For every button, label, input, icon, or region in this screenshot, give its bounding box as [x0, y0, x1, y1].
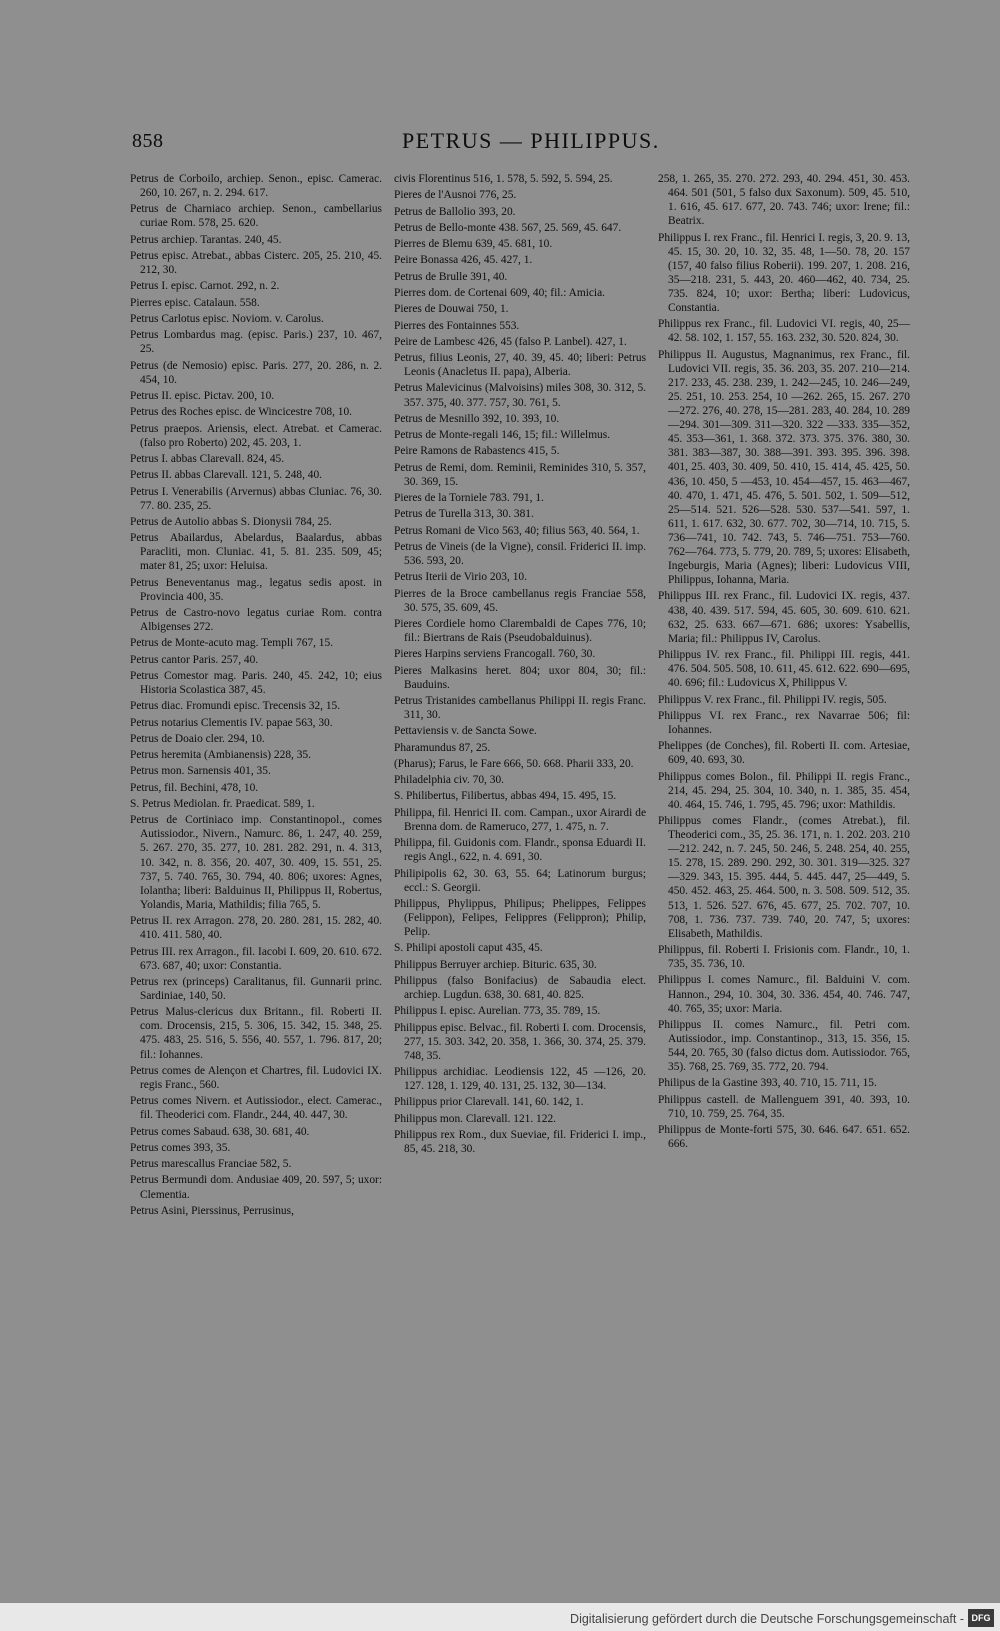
index-columns [130, 172, 910, 1492]
index-entry: Philippus rex Franc., fil. Ludovici VI. regis, 40, 25—42. 58. 102, 1. 157, 55. 163. 232, 30. 520. 824, 30. [658, 318, 910, 345]
index-entry: Pettaviensis v. de Sancta Sowe. [394, 725, 537, 738]
index-entry: Petrus comes Nivern. et Autissiodor., elect. Camerac., fil. Theoderici com. Flandr., 244, 40. 447, 30. [130, 1095, 382, 1122]
index-entry: Petrus de Charniaco archiep. Senon., cambellarius curiae Rom. 578, 25. 620. [130, 203, 382, 230]
index-entry: Petrus archiep. Tarantas. 240, 45. [130, 233, 282, 246]
footer-bar [0, 1603, 1000, 1631]
index-entry: Petrus Comestor mag. Paris. 240, 45. 242, 10; eius Historia Scolastica 387, 45. [130, 669, 382, 697]
index-entry: Petrus (de Nemosio) episc. Paris. 277, 20. 286, n. 2. 454, 10. [130, 359, 382, 386]
index-entry: Peire Bonassa 426, 45. 427, 1. [394, 254, 533, 267]
index-entry: Petrus, filius Leonis, 27, 40. 39, 45. 40; liberi: Petrus Leonis (Anacletus II. papa), Alberia. [394, 352, 646, 379]
index-entry: Petrus Lombardus mag. (episc. Paris.) 237, 10. 467, 25. [130, 329, 382, 356]
index-entry: Petrus comes Sabaud. 638, 30. 681, 40. [130, 1125, 310, 1138]
index-entry: Philadelphia civ. 70, 30. [394, 774, 504, 787]
index-entry: Peire de Lambesc 426, 45 (falso P. Lanbel). 427, 1. [394, 335, 627, 348]
index-entry: Pierres episc. Catalaun. 558. [130, 296, 260, 309]
index-entry: Philippus comes Bolon., fil. Philippi II. regis Franc., 214, 45. 294, 25. 304, 10. 340, n. 1. 385, 35. 454, 40. 464, 15. 746, 1. 795, 45. 796; uxor: Mathildis. [658, 770, 910, 811]
index-entry: Philippus episc. Belvac., fil. Roberti I. com. Drocensis, 277, 15. 303. 342, 20. 358, 1. 366, 30. 374, 25. 379. 748, 35. [394, 1021, 646, 1062]
index-entry: Phelippes (de Conches), fil. Roberti II. com. Artesiae, 609, 40. 693, 30. [658, 740, 910, 767]
index-entry: S. Philibertus, Filibertus, abbas 494, 15. 495, 15. [394, 790, 617, 803]
index-entry: Petrus notarius Clementis IV. papae 563, 30. [130, 716, 333, 729]
index-entry: Peire Ramons de Rabastencs 415, 5. [394, 445, 560, 458]
index-entry: Petrus de Monte-acuto mag. Templi 767, 15. [130, 637, 334, 650]
index-entry: Petrus de Remi, dom. Reminii, Reminides 310, 5. 357, 30. 369, 15. [394, 461, 646, 488]
index-entry: Philippus mon. Clarevall. 121. 122. [394, 1112, 556, 1125]
index-entry: Petrus Abailardus, Abelardus, Baalardus, abbas Paracliti, mon. Cluniac. 41, 5. 81. 235. 509, 45; mater 81, 25; uxor: Heluisa. [130, 532, 382, 573]
index-entry: Philipus de la Gastine 393, 40. 710, 15. 711, 15. [658, 1077, 877, 1090]
index-entry: Philippus II. comes Namurc., fil. Petri com. Autissiodor., imp. Constantinop., 313, 15. 356, 15. 544, 20. 765, 30 (falso dictus dom. Autissiodor. 765, 35). 768, 25. 769, 35. 772, 20. 794. [658, 1018, 910, 1074]
funding-credit: Digitalisierung gefördert durch die Deutsche Forschungsgemeinschaft - [570, 1612, 964, 1626]
index-entry: Petrus de Autolio abbas S. Dionysii 784, 25. [130, 515, 332, 528]
dfg-logo-icon: DFG [968, 1609, 994, 1627]
index-entry: Petrus, fil. Bechini, 478, 10. [130, 781, 259, 794]
index-entry: Petrus Tristanides cambellanus Philippi II. regis Franc. 311, 30. [394, 694, 646, 722]
index-entry: Pieres de l'Ausnoi 776, 25. [394, 189, 517, 202]
index-entry: Petrus II. rex Arragon. 278, 20. 280. 281, 15. 282, 40. 410. 411. 580, 40. [130, 915, 382, 942]
index-entry: Philippus I. rex Franc., fil. Henrici I. regis, 3, 20. 9. 13, 45. 15, 30. 20, 10. 32, 35. 48, 1—50. 78, 20. 157 (157, 40 falso filius Roberii). 199. 207, 1. 208. 216, 35—218. 231, 5. 443, 20. 460—462, 40. 734, 25. 735. 824, 10; uxor: Bertha; liberi: Ludovicus, Constantia. [658, 231, 910, 315]
index-entry: Philippus IV. rex Franc., fil. Philippi III. regis, 441. 476. 504. 505. 508, 10. 611, 45. 612. 622. 690—695, 40. 696; fil.: Ludovicus X, Philippus V. [658, 649, 910, 690]
index-entry: Philippus prior Clarevall. 141, 60. 142, 1. [394, 1096, 584, 1109]
index-entry: S. Philipi apostoli caput 435, 45. [394, 942, 543, 955]
index-entry: Petrus I. Venerabilis (Arvernus) abbas Cluniac. 76, 30. 77. 80. 235, 25. [130, 485, 382, 512]
index-entry: Philippus comes Flandr., (comes Atrebat.), fil. Theoderici com., 35, 25. 36. 171, n. 1. 202. 203. 210—212. 242, n. 7. 245, 50. 246, 5. 248. 254, 40. 255, 15. 278, 15. 289. 290. 292, 30. 301. 319—325. 327—329. 343, 15. 395. 444, 5. 445. 447, 25—449, 5. 450. 452. 463, 25. 464. 500, n. 3. 508. 509. 512, 35. 513, 1. 526. 527. 676, 45. 677, 25. 702. 707, 10. 708, 1. 736. 737. 739. 740, 20. 747, 5; uxores: Elisabeth, Mathildis. [658, 815, 910, 940]
index-entry: Petrus Beneventanus mag., legatus sedis apost. in Provincia 400, 35. [130, 576, 382, 603]
index-entry: Petrus Malus-clericus dux Britann., fil. Roberti II. com. Drocensis, 215, 5. 306, 15. 342, 15. 348, 25. 475. 483, 25. 516, 5. 556, 40. 557, 1. 796. 817, 20; fil.: Iohannes. [130, 1006, 382, 1061]
index-entry: Petrus de Bello-monte 438. 567, 25. 569, 45. 647. [394, 221, 622, 234]
index-entry: Pierres des Fontainnes 553. [394, 319, 520, 332]
index-entry: Pierres de Blemu 639, 45. 681, 10. [394, 238, 553, 251]
index-entry: Philippus rex Rom., dux Sueviae, fil. Friderici I. imp., 85, 45. 218, 30. [394, 1128, 646, 1156]
running-title: PETRUS — PHILIPPUS. [402, 128, 660, 153]
index-entry: Petrus de Ballolio 393, 20. [394, 205, 516, 218]
index-entry: Petrus comes 393, 35. [130, 1141, 231, 1154]
index-entry: Philippus de Monte-forti 575, 30. 646. 647. 651. 652. 666. [658, 1124, 910, 1151]
index-entry: Petrus Bermundi dom. Andusiae 409, 20. 597, 5; uxor: Clementia. [130, 1174, 382, 1201]
index-entry: Petrus III. rex Arragon., fil. Iacobi I. 609, 20. 610. 672. 673. 687, 40; uxor: Constantia. [130, 945, 382, 972]
index-entry: Petrus II. abbas Clarevall. 121, 5. 248, 40. [130, 469, 323, 482]
index-entry: Petrus mon. Sarnensis 401, 35. [130, 765, 271, 778]
index-entry: Petrus Carlotus episc. Noviom. v. Carolus. [130, 312, 324, 325]
index-entry: Petrus de Turella 313, 30. 381. [394, 508, 534, 521]
index-entry: (Pharus); Farus, le Fare 666, 50. 668. Pharii 333, 20. [394, 757, 634, 770]
index-entry: Pierres de la Broce cambellanus regis Franciae 558, 30. 575, 35. 609, 45. [394, 587, 646, 614]
index-entry: civis Florentinus 516, 1. 578, 5. 592, 5. 594, 25. [394, 173, 613, 185]
column-1 [130, 172, 382, 1220]
index-entry: 258, 1. 265, 35. 270. 272. 293, 40. 294. 451, 30. 453. 464. 501 (501, 5 falso dux Saxonum). 509, 45. 510, 1. 616, 45. 617. 677, 20. 743. 746; uxor: Irene; fil.: Beatrix. [658, 173, 910, 228]
index-entry: Pharamundus 87, 25. [394, 741, 491, 754]
index-entry: Philippus II. Augustus, Magnanimus, rex Franc., fil. Ludovici VII. regis, 35. 36. 203, 35. 207. 210—214. 217. 233, 45. 238. 239, 1. 242—245, 10. 246—249, 25. 251, 10. 253. 254, 10 —262. 265, 15. 267. 270—272. 276, 40. 278, 15—281. 283, 40. 284, 10. 289—294. 301—309. 311—320. 322 —333. 335—352, 45. 353—361, 1. 368. 372. 373. 375. 376. 380, 30. 381. 383—387, 30. 388—391. 393. 395. 396. 398. 401, 25. 403, 30. 409, 50. 410, 15. 414, 45. 425, 50. 436, 10. 450, 5 —453, 10. 454—457, 15. 463—467, 40. 470, 1. 471, 45. 476, 5. 501. 502, 1. 509—512, 25—514. 521. 526—528. 530. 537—541. 597, 1. 611, 1. 617. 632, 30. 677. 702, 30—714, 10. 715, 5. 736—741, 10. 742. 743, 5. 746—751. 753—760. 762—764. 773, 5. 779, 20. 789, 5; uxores: Elisabeth, Ingeburgis, Maria (Agnes); liberi: Ludovicus VIII, Philippus, Iohanna, Maria. [658, 348, 910, 587]
index-entry: Petrus I. episc. Carnot. 292, n. 2. [130, 280, 280, 293]
index-entry: Philippus, fil. Roberti I. Frisionis com. Flandr., 10, 1. 735, 35. 736, 10. [658, 944, 910, 971]
index-entry: Petrus episc. Atrebat., abbas Cisterc. 205, 25. 210, 45. 212, 30. [130, 250, 382, 277]
index-entry: Pieres Harpins serviens Francogall. 760, 30. [394, 648, 596, 661]
index-entry: Petrus Iterii de Virio 203, 10. [394, 571, 527, 584]
index-entry: Petrus cantor Paris. 257, 40. [130, 653, 259, 666]
page-number: 858 [132, 130, 164, 152]
index-entry: Petrus de Corboilo, archiep. Senon., episc. Camerac. 260, 10. 267, n. 2. 294. 617. [130, 173, 382, 200]
index-entry: Petrus praepos. Ariensis, elect. Atrebat. et Camerac. (falso pro Roberto) 202, 45. 203, 1. [130, 422, 382, 449]
index-entry: Philippa, fil. Guidonis com. Flandr., sponsa Eduardi II. regis Angl., 622, n. 4. 691, 30. [394, 837, 646, 864]
index-entry: Philippus, Phylippus, Philipus; Phelippes, Felippes (Felippon), Felipes, Felippres (Felippron); Philip, Pelip. [394, 897, 646, 939]
column-2 [394, 172, 646, 1158]
index-entry: Philippus VI. rex Franc., rex Navarrae 506; fil: Iohannes. [658, 709, 910, 736]
index-entry: Petrus de Cortiniaco imp. Constantinopol., comes Autissiodor., Nivern., Namurc. 86, 1. 247, 40. 259, 5. 267. 270, 35. 277, 10. 281. 282. 291, n. 4. 313, 10. 342, n. 8. 356, 20. 407, 30. 409, 15. 551, 25. 737, 5. 740. 765, 30. 794, 40. 806; uxores: Agnes, Iolantha; liberi: Balduinus II, Philippus II, Robertus, Yolandis, Maria, Mathildis; filia 765, 5. [130, 814, 382, 911]
index-entry: Petrus Asini, Pierssinus, Perrusinus, [130, 1204, 294, 1217]
index-entry: Pieres de la Torniele 783. 791, 1. [394, 492, 544, 505]
index-entry: Petrus de Vineis (de la Vigne), consil. Friderici II. imp. 536. 593, 20. [394, 540, 646, 567]
index-entry: Philippus castell. de Mallenguem 391, 40. 393, 10. 710, 10. 759, 25. 764, 35. [658, 1093, 910, 1120]
index-entry: Petrus heremita (Ambianensis) 228, 35. [130, 749, 311, 762]
index-entry: Petrus II. episc. Pictav. 200, 10. [130, 390, 275, 402]
index-entry: Petrus Romani de Vico 563, 40; filius 563, 40. 564, 1. [394, 524, 640, 537]
index-entry: Petrus de Brulle 391, 40. [394, 270, 508, 283]
column-3 [658, 172, 910, 1153]
index-entry: Petrus des Roches episc. de Wincicestre 708, 10. [130, 406, 353, 419]
index-entry: Pieres de Douwai 750, 1. [394, 303, 509, 316]
index-entry: Philippus I. comes Namurc., fil. Balduini V. com. Hannon., 294, 10. 304, 30. 336. 454, 40. 746. 747, 40. 765, 35; uxor: Maria. [658, 974, 910, 1015]
index-entry: Petrus comes de Alençon et Chartres, fil. Ludovici IX. regis Franc., 560. [130, 1064, 382, 1091]
index-entry: Petrus de Castro-novo legatus curiae Rom. contra Albigenses 272. [130, 607, 382, 634]
index-entry: Petrus diac. Fromundi episc. Trecensis 32, 15. [130, 700, 341, 713]
index-entry: Petrus I. abbas Clarevall. 824, 45. [130, 452, 285, 465]
index-entry: Petrus de Mesnillo 392, 10. 393, 10. [394, 412, 560, 425]
index-entry: Pierres dom. de Cortenai 609, 40; fil.: Amicia. [394, 286, 606, 299]
index-entry: S. Petrus Mediolan. fr. Praedicat. 589, 1. [130, 798, 315, 810]
index-entry: Philipipolis 62, 30. 63, 55. 64; Latinorum burgus; eccl.: S. Georgii. [394, 867, 646, 894]
index-entry: Petrus Malevicinus (Malvoisins) miles 308, 30. 312, 5. 357. 375, 40. 377. 757, 30. 761, 5. [394, 382, 646, 409]
index-entry: Petrus de Monte-regali 146, 15; fil.: Willelmus. [394, 429, 611, 442]
index-entry: Philippus V. rex Franc., fil. Philippi IV. regis, 505. [658, 693, 887, 706]
index-entry: Philippus III. rex Franc., fil. Ludovici IX. regis, 437. 438, 40. 439. 517. 594, 45. 605, 30. 609. 610. 621. 632, 25. 633. 667—671. 686; uxores: Ysabellis, Maria; fil.: Philippus IV, Carolus. [658, 590, 910, 645]
index-entry: Pieres Malkasins heret. 804; uxor 804, 30; fil.: Bauduins. [394, 664, 646, 691]
index-entry: Petrus marescallus Franciae 582, 5. [130, 1158, 292, 1171]
index-entry: Petrus de Doaio cler. 294, 10. [130, 732, 265, 745]
index-entry: Philippus Berruyer archiep. Bituric. 635, 30. [394, 958, 597, 971]
index-entry: Pieres Cordiele homo Clarembaldi de Capes 776, 10; fil.: Biertrans de Rais (Pseudobalduinus). [394, 617, 646, 645]
index-entry: Philippus I. episc. Aurelian. 773, 35. 789, 15. [394, 1005, 601, 1018]
index-entry: Philippus archidiac. Leodiensis 122, 45 —126, 20. 127. 128, 1. 129, 40. 131, 25. 132, 30—134. [394, 1066, 646, 1093]
index-entry: Petrus rex (princeps) Caralitanus, fil. Gunnarii princ. Sardiniae, 140, 50. [130, 975, 382, 1002]
index-entry: Philippus (falso Bonifacius) de Sabaudia elect. archiep. Lugdun. 638, 30. 681, 40. 825. [394, 974, 646, 1001]
index-entry: Philippa, fil. Henrici II. com. Campan., uxor Airardi de Brenna dom. de Rameruco, 277, 1. 475, n. 7. [394, 806, 646, 833]
